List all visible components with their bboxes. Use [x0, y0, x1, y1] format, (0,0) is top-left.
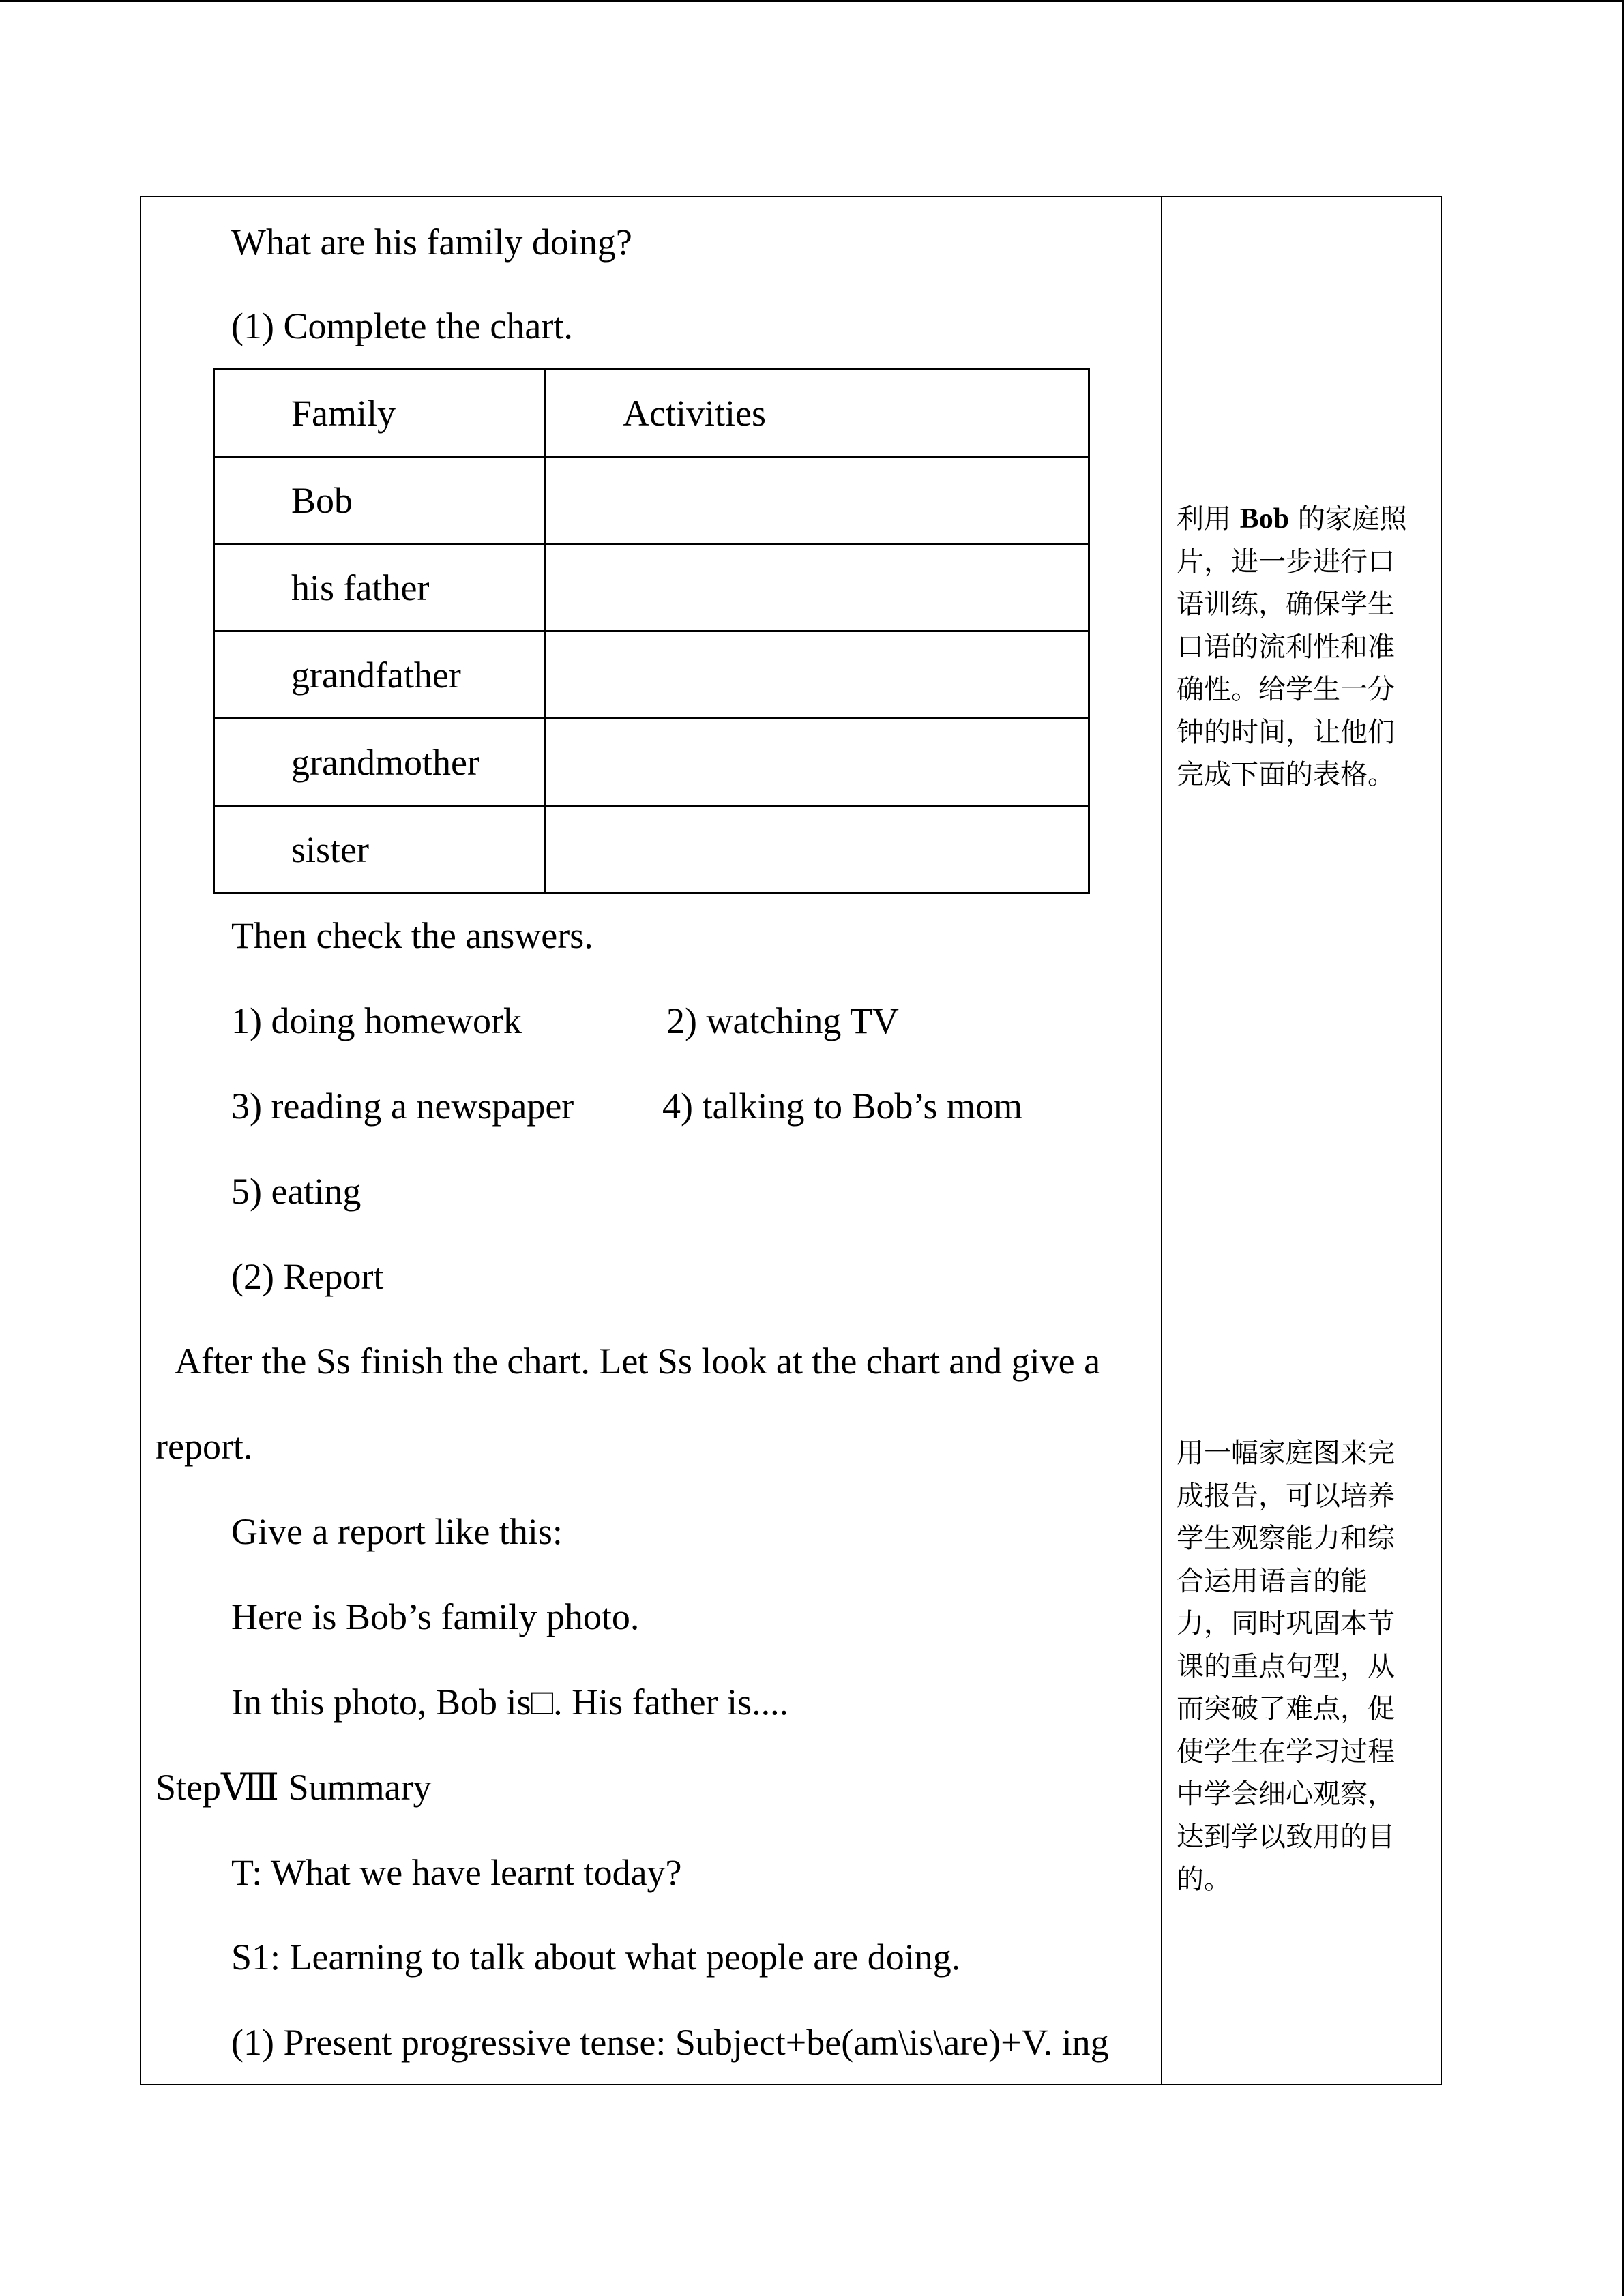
header-family: Family — [214, 370, 546, 457]
header-activities: Activities — [546, 370, 1089, 457]
activity-cell — [546, 806, 1089, 893]
activity-cell — [546, 457, 1089, 544]
chart-header-row — [214, 370, 1089, 457]
note-line: 语训练，确保学生 — [1177, 588, 1395, 620]
activity-cell — [546, 631, 1089, 719]
check-answers-line: Then check the answers. — [231, 915, 593, 956]
table-row — [214, 631, 1089, 719]
example-line-1: Here is Bob’s family photo. — [231, 1596, 640, 1637]
column-divider — [1161, 196, 1162, 2085]
note-line: 达到学以致用的目 — [1177, 1821, 1395, 1853]
note-line: 成报告，可以培养 — [1177, 1480, 1395, 1512]
task-report: (2) Report — [231, 1256, 384, 1297]
activity-cell — [546, 719, 1089, 806]
note-line: 确性。给学生一分 — [1177, 674, 1395, 705]
teaching-note-2 — [1177, 1432, 1422, 1901]
step-summary-heading: StepⅧ Summary — [156, 1767, 432, 1808]
note-line: 中学会细心观察， — [1177, 1778, 1395, 1810]
table-row — [214, 806, 1089, 893]
top-border-rule — [0, 0, 1624, 2]
example-line-2: In this photo, Bob is□. His father is.... — [231, 1682, 789, 1723]
note-line: 用一幅家庭图来完 — [1177, 1437, 1395, 1469]
note-line: 合运用语言的能 — [1177, 1565, 1368, 1597]
answer-4: 4) talking to Bob’s mom — [662, 1086, 1023, 1127]
teaching-note-1 — [1177, 498, 1422, 796]
note-line: 钟的时间，让他们 — [1177, 716, 1395, 748]
member-cell: Bob — [214, 457, 546, 544]
question-line: What are his family doing? — [231, 222, 632, 263]
answer-3: 3) reading a newspaper — [231, 1086, 574, 1127]
activity-cell — [546, 544, 1089, 631]
table-row — [214, 544, 1089, 631]
answer-5: 5) eating — [231, 1171, 361, 1212]
note-line: 口语的流利性和准 — [1177, 631, 1395, 663]
table-row — [214, 719, 1089, 806]
student-answer: S1: Learning to talk about what people are doing. — [231, 1937, 961, 1978]
member-cell: grandmother — [214, 719, 546, 806]
family-activities-chart — [213, 368, 1090, 894]
grammar-rule: (1) Present progressive tense: Subject+be(am\is\are)+V. ing — [231, 2022, 1109, 2063]
after-chart-line: After the Ss finish the chart. Let Ss look at the chart and give a — [175, 1341, 1101, 1382]
note-line: 完成下面的表格。 — [1177, 759, 1395, 790]
answer-1: 1) doing homework — [231, 1000, 522, 1041]
note-line: 片，进一步进行口 — [1177, 546, 1395, 578]
report-word-line: report. — [156, 1426, 253, 1467]
note-line: 的。 — [1177, 1864, 1231, 1895]
note-line: 课的重点句型，从 — [1177, 1650, 1395, 1682]
note-line: 学生观察能力和综 — [1177, 1523, 1395, 1554]
note-line: 使学生在学习过程 — [1177, 1735, 1395, 1768]
member-cell: grandfather — [214, 631, 546, 719]
answer-2: 2) watching TV — [666, 1000, 899, 1041]
give-report-line: Give a report like this: — [231, 1511, 563, 1552]
note-line: 利用 Bob 的家庭照 — [1177, 503, 1407, 535]
teacher-question: T: What we have learnt today? — [231, 1852, 682, 1893]
table-row — [214, 457, 1089, 544]
member-cell: his father — [214, 544, 546, 631]
task-complete-chart: (1) Complete the chart. — [231, 305, 573, 346]
member-cell: sister — [214, 806, 546, 893]
note-line: 而突破了难点，促 — [1177, 1693, 1395, 1725]
note-line: 力，同时巩固本节 — [1177, 1608, 1395, 1639]
